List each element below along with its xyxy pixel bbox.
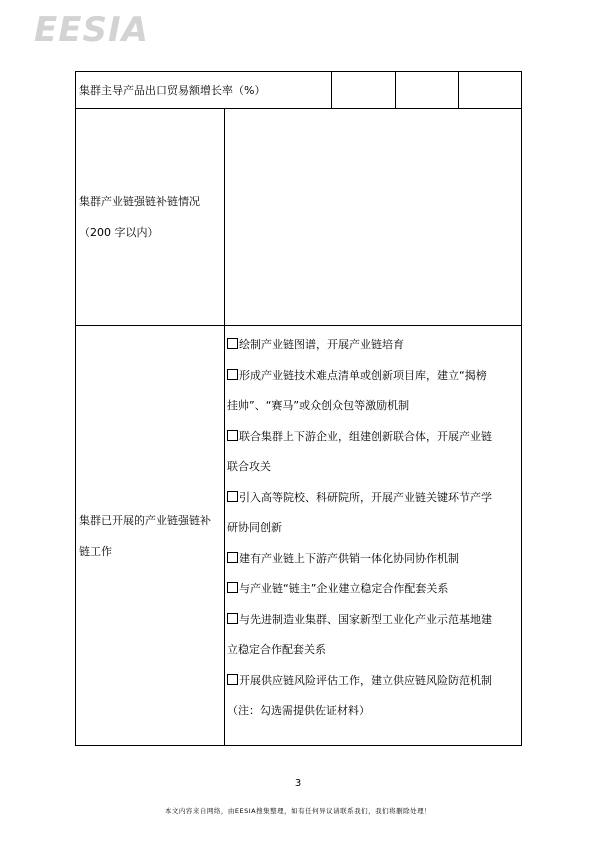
table-row xyxy=(76,109,522,326)
option-item: 绘制产业链图谱，开展产业链培育 xyxy=(227,330,521,361)
checkbox[interactable] xyxy=(227,430,238,441)
checkbox[interactable] xyxy=(227,582,238,593)
checkbox[interactable] xyxy=(227,674,238,685)
checkbox[interactable] xyxy=(227,369,238,380)
eesia-logo: EESIA xyxy=(34,10,149,50)
evidence-note: （注：勾选需提供佐证材料） xyxy=(227,704,370,717)
page-number: 3 xyxy=(294,778,302,789)
option-item: 建有产业链上下游产供销一体化协同协作机制 xyxy=(227,544,521,575)
value-cell xyxy=(332,72,396,109)
table-row xyxy=(76,72,522,109)
chain-status-label xyxy=(76,109,225,326)
checkbox[interactable] xyxy=(227,552,238,563)
value-cell xyxy=(396,72,459,109)
option-item: 联合集群上下游企业，组建创新联合体，开展产业链 联合攻关 xyxy=(227,429,492,473)
checkbox[interactable] xyxy=(227,338,238,349)
chain-status-title: 集群产业链强链补链情况 xyxy=(79,195,200,208)
value-cell xyxy=(459,72,522,109)
checkbox[interactable] xyxy=(227,613,238,624)
option-item: 引入高等院校、科研院所，开展产业链关键环节产学 研协同创新 xyxy=(227,490,492,534)
table-row xyxy=(76,326,522,746)
chain-work-label xyxy=(76,326,225,746)
chain-work-line-1: 集群已开展的产业链强链补 xyxy=(79,513,211,527)
word-limit-note: （200 字以内） xyxy=(79,226,159,239)
chain-status-content xyxy=(225,109,522,326)
option-item: 开展供应链风险评估工作，建立供应链风险防范机制 xyxy=(227,666,521,697)
checkbox[interactable] xyxy=(227,491,238,502)
option-item: 与先进制造业集群、国家新型工业化产业示范基地建 立稳定合作配套关系 xyxy=(227,612,492,656)
chain-work-options xyxy=(225,326,522,746)
export-growth-label: 集群主导产品出口贸易额增长率（%） xyxy=(76,72,332,109)
chain-work-line-2: 链工作 xyxy=(79,544,112,558)
option-item: 与产业链“链主”企业建立稳定合作配套关系 xyxy=(227,574,521,605)
footer-disclaimer: 本文内容来自网络，由EESIA搜集整理，如有任何异议请联系我们，我们将删除处理！ xyxy=(164,807,432,815)
option-item: 形成产业链技术难点清单或创新项目库，建立“揭榜 挂帅”、“赛马”或众创众包等激励机制 xyxy=(227,368,487,412)
application-form-table xyxy=(75,71,522,746)
